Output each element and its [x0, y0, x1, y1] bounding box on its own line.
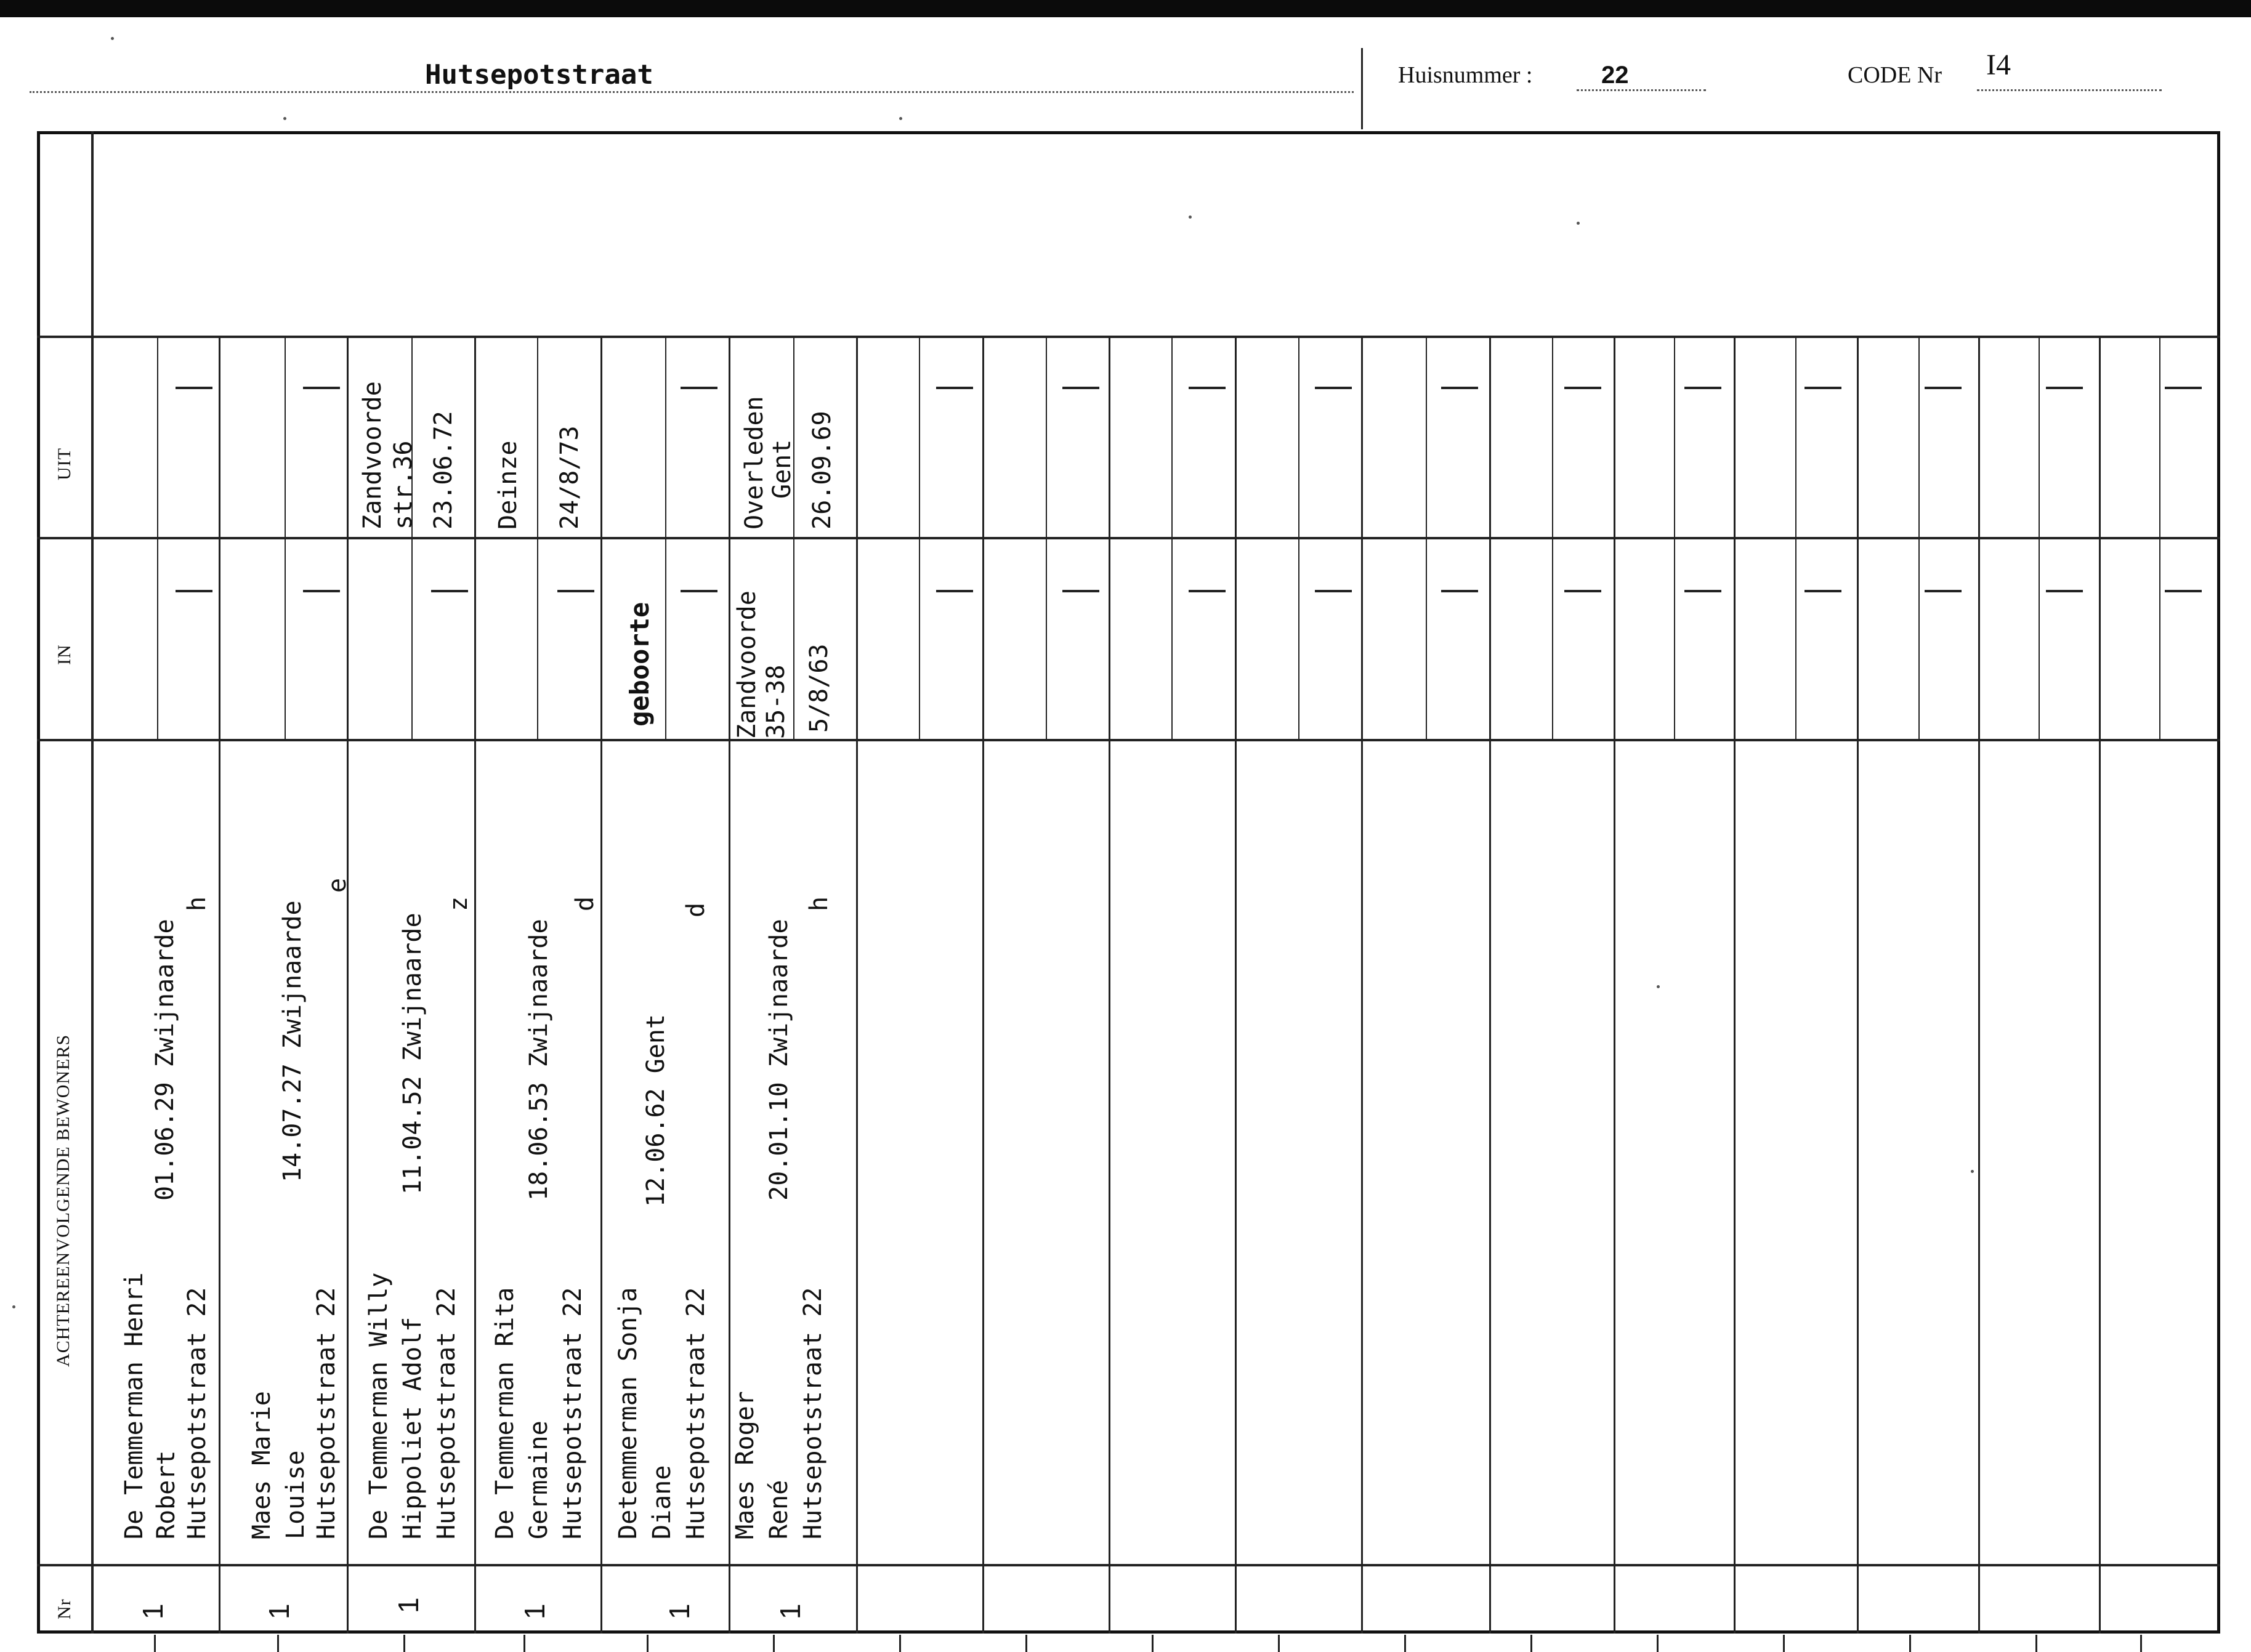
empty-marker: [936, 590, 973, 592]
empty-marker: [557, 590, 594, 592]
resident-nr: 1: [263, 1603, 295, 1619]
house-number-dotted-line: [1577, 89, 1706, 91]
resident-address: Hutsepotstraat 22: [682, 1287, 710, 1539]
empty-marker: [1925, 387, 1962, 389]
resident-address: Hutsepotstraat 22: [432, 1287, 461, 1539]
empty-marker: [303, 387, 340, 389]
resident-relation: e: [323, 877, 352, 893]
empty-marker: [2165, 590, 2202, 592]
header-divider: [1361, 48, 1363, 129]
street-dotted-line: [30, 91, 1354, 93]
resident-given-names: Hippoliet Adolf: [398, 1316, 427, 1539]
empty-marker: [1189, 387, 1226, 389]
empty-marker: [1684, 590, 1721, 592]
empty-marker: [2165, 387, 2202, 389]
house-number: 22: [1601, 62, 1629, 89]
empty-marker: [1062, 590, 1099, 592]
code-label: CODE Nr: [1848, 62, 1942, 88]
resident-uit-place: Overleden: [740, 396, 769, 530]
resident-nr: 1: [137, 1603, 169, 1619]
empty-marker: [1441, 590, 1478, 592]
empty-marker: [1925, 590, 1962, 592]
resident-uit-place-detail: Gent: [768, 439, 796, 499]
resident-in-place-detail: 35-38: [762, 664, 790, 739]
resident-given-names: Robert: [152, 1450, 180, 1539]
scan-top-border: [0, 0, 2251, 17]
empty-marker: [303, 590, 340, 592]
street-name: Hutsepotstraat: [425, 59, 653, 91]
in-row-label: IN: [54, 644, 75, 665]
resident-relation: d: [571, 896, 599, 911]
resident-given-names: Diane: [648, 1465, 676, 1539]
residents-row-label: ACHTEREENVOLGENDE BEWONERS: [53, 1034, 73, 1367]
empty-marker: [1315, 590, 1352, 592]
empty-marker: [1062, 387, 1099, 389]
line-uit-in: [37, 537, 2220, 539]
resident-given-names: René: [765, 1480, 793, 1539]
resident-in-date: 5/8/63: [805, 643, 833, 733]
house-number-label: Huisnummer :: [1398, 62, 1533, 88]
empty-marker: [431, 590, 468, 592]
resident-name: De Temmerman Rita: [491, 1287, 519, 1539]
empty-marker: [1684, 387, 1721, 389]
resident-relation: h: [183, 896, 211, 911]
resident-nr: 1: [774, 1603, 806, 1619]
resident-birth: 14.07.27 Zwijnaarde: [278, 900, 307, 1182]
resident-name: De Temmerman Henri: [120, 1272, 148, 1539]
resident-address: Hutsepotstraat 22: [559, 1287, 587, 1539]
line-residents-nr: [37, 1564, 2220, 1566]
empty-marker: [1315, 387, 1352, 389]
nr-row-label: Nr: [54, 1598, 75, 1619]
resident-uit-date: 26.09.69: [808, 411, 836, 530]
resident-relation: z: [445, 896, 473, 911]
code-dotted-line: [1977, 89, 2162, 91]
empty-marker: [2046, 387, 2083, 389]
resident-birth: 01.06.29 Zwijnaarde: [151, 919, 179, 1201]
resident-uit-place: Deinze: [494, 440, 522, 530]
resident-birth: 11.04.52 Zwijnaarde: [398, 913, 427, 1195]
resident-address: Hutsepotstraat 22: [799, 1287, 827, 1539]
empty-marker: [176, 387, 212, 389]
uit-row-label: UIT: [54, 448, 75, 480]
resident-name: Maes Marie: [248, 1391, 276, 1539]
label-column-divider: [91, 131, 94, 1634]
resident-relation: h: [805, 896, 833, 911]
resident-uit-place: Zandvoorde: [358, 381, 387, 530]
empty-marker: [1564, 387, 1601, 389]
resident-in-place: Zandvoorde: [733, 590, 761, 739]
code-value: I4: [1986, 49, 2011, 81]
empty-marker: [1564, 590, 1601, 592]
resident-in-note: geboorte: [624, 602, 655, 727]
resident-address: Hutsepotstraat 22: [312, 1287, 341, 1539]
resident-nr: 1: [663, 1603, 695, 1619]
empty-marker: [1804, 387, 1841, 389]
empty-marker: [1441, 387, 1478, 389]
resident-uit-place-detail: str.36: [389, 440, 418, 530]
resident-address: Hutsepotstraat 22: [183, 1287, 211, 1539]
resident-birth: 20.01.10 Zwijnaarde: [765, 919, 793, 1201]
resident-name: Detemmerman Sonja: [614, 1287, 642, 1539]
resident-given-names: Germaine: [525, 1420, 553, 1539]
resident-nr: 1: [392, 1597, 424, 1613]
resident-birth: 18.06.53 Zwijnaarde: [525, 919, 553, 1201]
resident-given-names: Louise: [281, 1450, 310, 1539]
resident-name: De Temmerman Willy: [365, 1272, 393, 1539]
empty-marker: [176, 590, 212, 592]
resident-uit-date: 23.06.72: [429, 411, 458, 530]
empty-marker: [681, 387, 717, 389]
resident-birth: 12.06.62 Gent: [642, 1013, 670, 1207]
empty-marker: [1804, 590, 1841, 592]
empty-marker: [1189, 590, 1226, 592]
line-top-of-uit: [37, 336, 2220, 338]
empty-marker: [681, 590, 717, 592]
empty-marker: [2046, 590, 2083, 592]
resident-name: Maes Roger: [731, 1391, 759, 1539]
line-in-residents: [37, 739, 2220, 741]
empty-marker: [936, 387, 973, 389]
resident-nr: 1: [519, 1603, 551, 1619]
resident-relation: d: [682, 902, 710, 917]
resident-uit-date: 24/8/73: [556, 425, 584, 530]
